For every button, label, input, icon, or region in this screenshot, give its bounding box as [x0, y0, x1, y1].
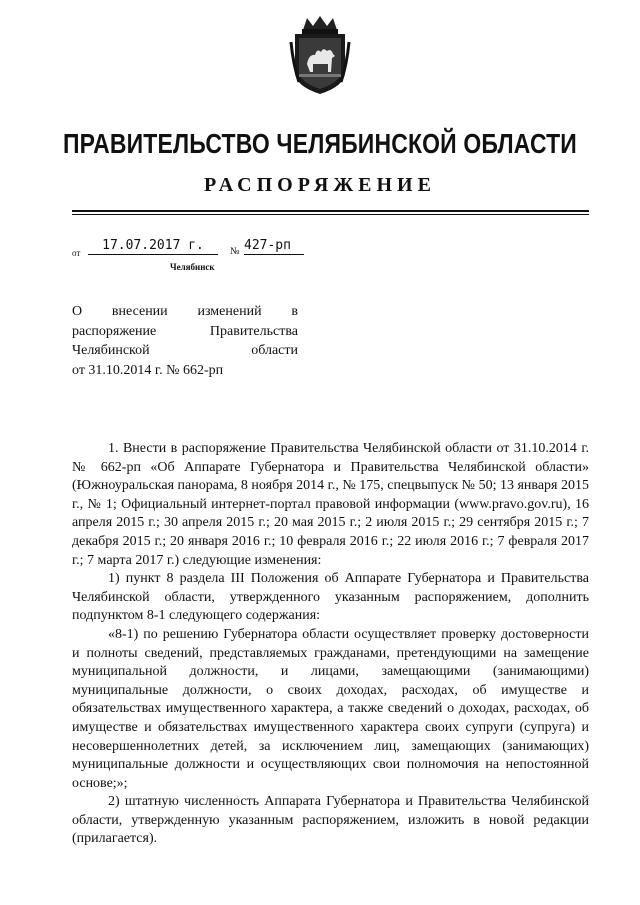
subject-line: распоряжение Правительства: [72, 323, 298, 339]
document-date: 17.07.2017 г.: [88, 238, 218, 255]
from-label: от: [72, 248, 81, 258]
document-body: [72, 440, 589, 849]
number-sign: №: [230, 246, 240, 257]
document-number: 427-рп: [244, 238, 304, 255]
body-paragraph: «8-1) по решению Губернатора области осуществляет проверку достоверности и полноты сведений, представляемых гражданами, претендующими на замещение муниципальной должности, и лицами, замещающими (занимающими) муниципальные должности, о своих доходах, расходах, об имуществе и обязательствах имущественного характера, а также сведений о доходах, расходах, об имуществе и обязательствах имущественного характера своих супруги (супруга) и несовершеннолетних детей, за исключением лиц, замещающих (занимающих) муниципальные должности и осуществляющих свои полномочия на непостоянной основе;»;: [72, 626, 589, 791]
body-paragraph: 1. Внести в распоряжение Правительства Челябинской области от 31.10.2014 г. № 662-рп «Об Аппарате Губернатора и Правительства Челябинской области» (Южноуральская панорама, 8 ноября 2014 г., № 175, спецвыпуск № 50; 13 января 2015 г., № 1; Официальный интернет-портал правовой информации (www.pravo.gov.ru), 16 апреля 2015 г.; 30 апреля 2015 г.; 20 мая 2015 г.; 2 июля 2015 г.; 29 сентября 2015 г.; 7 декабря 2015 г.; 20 января 2016 г.; 10 февраля 2016 г.; 22 июля 2016 г.; 7 февраля 2017 г.; 7 марта 2017 г.) следующие изменения:: [72, 441, 589, 568]
body-paragraph: 1) пункт 8 раздела III Положения об Аппарате Губернатора и Правительства Челябинской области, утвержденного указанным распоряжением, дополнить подпунктом 8-1 следующего содержания:: [72, 571, 589, 624]
subject-line: от 31.10.2014 г. № 662-рп: [72, 362, 224, 378]
document-subject: [72, 302, 298, 380]
subject-line: Челябинской области: [72, 343, 298, 358]
city-label: Челябинск: [170, 262, 215, 272]
government-title: ПРАВИТЕЛЬСТВО ЧЕЛЯБИНСКОЙ ОБЛАСТИ: [63, 128, 577, 159]
header-rule-thin: [72, 214, 589, 215]
coat-of-arms-icon: [289, 14, 351, 96]
header-rule-thick: [72, 210, 589, 212]
document-type: РАСПОРЯЖЕНИЕ: [204, 174, 436, 196]
body-paragraph: 2) штатную численность Аппарата Губернатора и Правительства Челябинской области, утвержденную указанным распоряжением, изложить в новой редакции (прилагается).: [72, 794, 589, 847]
subject-line: О внесении изменений в: [72, 304, 298, 319]
